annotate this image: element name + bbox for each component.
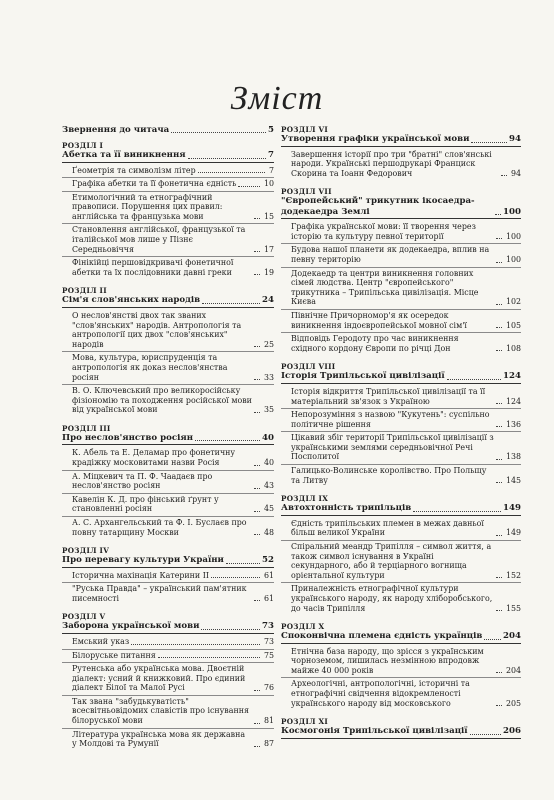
dot-leader [198, 172, 265, 173]
entry-page: 124 [505, 396, 521, 406]
entry-text: Північне Причорномор'я як осередок виникнення індоєвропейської мовної сім'ї [291, 311, 467, 330]
dot-leader [496, 327, 502, 328]
entry-page: 40 [262, 432, 274, 443]
dot-leader [254, 274, 260, 275]
toc-item[interactable] [281, 310, 521, 333]
section-label: РОЗДІЛ VI [281, 125, 329, 134]
entry-text: Автохтонність трипільців [281, 503, 412, 514]
dot-leader [496, 535, 502, 536]
entry-text: Непорозуміння з назвою "Кукутень": суспільно політичне рішення [291, 410, 490, 429]
entry-text: Фінікійці першовідкривачі фонетичної абетки та їх послідовники давні греки [72, 258, 234, 277]
entry-text: Відповідь Геродоту про час виникнення східного кордону Європи по річці Дон [291, 334, 459, 353]
toc-item[interactable] [62, 385, 274, 417]
entry-text: Будова нашої планети як додекаедра, вплив на певну територію [291, 245, 490, 265]
dot-leader [171, 132, 266, 133]
entry-page: 94 [509, 134, 521, 144]
dot-leader [447, 379, 501, 380]
toc-item[interactable] [62, 192, 274, 225]
toc-item[interactable] [281, 465, 521, 487]
dot-leader [496, 705, 502, 706]
toc-section [62, 286, 274, 416]
toc-item[interactable] [281, 678, 521, 710]
entry-page: 35 [263, 405, 274, 415]
dot-leader [254, 379, 260, 380]
section-title[interactable] [281, 134, 521, 147]
section-title[interactable] [62, 433, 274, 446]
entry-text: А. С. Архангельський та Ф. І. Буслаєв про повну татарщину Москви [72, 517, 247, 537]
dot-leader [254, 511, 260, 512]
toc-item[interactable] [62, 636, 274, 650]
toc-section [62, 424, 274, 539]
entry-text: К. Абель та Е. Деламар про фонетичну крадіжку московитами назви Росія [72, 448, 236, 467]
toc-item[interactable] [281, 409, 521, 432]
dot-leader [254, 488, 260, 489]
entry-text: Ґеометрія та символізм літер [72, 165, 196, 175]
toc-section [62, 612, 274, 750]
dot-leader [496, 262, 502, 263]
toc-item[interactable] [62, 570, 274, 584]
entry-text: Графіка української мови: її творення через історію та культуру певної території [291, 222, 476, 241]
toc-item[interactable] [62, 310, 274, 352]
dot-leader [158, 657, 260, 658]
toc-item[interactable] [281, 221, 521, 244]
section-label: РОЗДІЛ IV [62, 546, 110, 556]
toc-section [62, 141, 274, 279]
toc-entry-foreword[interactable] [62, 125, 274, 135]
section-title[interactable] [62, 295, 274, 308]
entry-page: 105 [505, 320, 521, 330]
section-title[interactable] [62, 621, 274, 634]
entry-page: 100 [505, 231, 521, 241]
entry-page: 10 [263, 179, 274, 189]
dot-leader [254, 218, 260, 219]
dot-leader [254, 746, 260, 747]
entry-text: О неслов'янстві двох так званих "слов'янських" народів. Антропологія та антропології цих двох "слов'янських" народів [72, 310, 242, 349]
dot-leader [495, 214, 501, 215]
toc-item[interactable] [62, 696, 274, 729]
toc-section [281, 362, 521, 487]
entry-text: Завершення історії про три "братні" слов'янські народи. Українські першодрукарі Франциск Скорина та Іоанн Федорович [291, 149, 492, 178]
dot-leader [254, 690, 260, 691]
dot-leader [413, 511, 501, 512]
entry-text: "Руська Правда" – український пам'ятник писемності [72, 584, 247, 603]
toc-section [281, 717, 521, 739]
entry-text: Абетка та її виникнення [62, 150, 186, 160]
entry-text: Археологічні, антропологічні, історичні та етнографічні свідчення відокремленості українського народу від московського [291, 679, 470, 708]
entry-text: А. Міцкевич та П. Ф. Чаадаєв про неслов'янство росіян [72, 471, 213, 491]
section-label: РОЗДІЛ VII [281, 187, 332, 197]
toc-item[interactable] [62, 583, 274, 605]
toc-item[interactable] [281, 646, 521, 679]
toc-section [62, 546, 274, 605]
section-title[interactable] [281, 503, 521, 516]
dot-leader [496, 304, 502, 305]
toc-item[interactable] [62, 650, 274, 664]
toc-section [281, 622, 521, 710]
entry-page: 43 [263, 481, 274, 491]
entry-page: 94 [510, 168, 521, 178]
toc-column-left [62, 125, 274, 758]
entry-page: 81 [263, 716, 274, 726]
entry-text: Графіка абетки та її фонетична єдність [72, 179, 237, 189]
dot-leader [254, 346, 260, 347]
entry-text: Історія Трипільської цивілізації [281, 371, 445, 382]
toc-section [281, 494, 521, 615]
section-label: РОЗДІЛ VIII [281, 362, 336, 372]
entry-text: Приналежність етнографічної культури українського народу, як народу хліборобського, до часів Трипілля [291, 584, 493, 613]
page-title: Зміст [230, 80, 324, 117]
toc-item[interactable] [281, 583, 521, 615]
entry-text: Мова, культура, юриспруденція та антропологія як доказ неслов'янства росіян [72, 353, 228, 382]
entry-page: 45 [263, 504, 274, 514]
entry-text: Додекаедр та центри виникнення головних сімей людства. Центр "європейського" трикутника – Трипільська цивілізація. Місце Києва [291, 268, 479, 307]
entry-page: 61 [263, 593, 274, 603]
toc-item[interactable] [62, 447, 274, 470]
toc-item[interactable] [62, 165, 274, 179]
entry-page: 206 [503, 726, 521, 737]
toc-item[interactable] [62, 471, 274, 494]
entry-text: В. О. Ключевський про великоросійську фізіономію та походження російської мови від української мови [72, 386, 252, 415]
entry-text: Про неслов'янство росіян [62, 432, 194, 443]
dot-leader [254, 600, 260, 601]
section-label: РОЗДІЛ X [281, 622, 325, 632]
dot-leader [131, 644, 260, 645]
entry-text: "Європейський" трикутник ікосаедра-додекаедра Землі [281, 196, 475, 217]
entry-page: 33 [263, 372, 274, 382]
dot-leader [238, 186, 259, 187]
section-label: РОЗДІЛ IX [281, 494, 329, 504]
entry-text: Єдність трипільських племен в межах давньої більш великої України [291, 518, 484, 538]
entry-text: Білоруське питання [72, 650, 156, 660]
dot-leader [470, 734, 501, 735]
toc-section [281, 187, 521, 355]
dot-leader [211, 577, 260, 578]
section-title[interactable] [281, 631, 521, 644]
entry-page: 100 [503, 206, 521, 217]
entry-page: 40 [263, 457, 274, 467]
entry-page: 7 [268, 150, 274, 160]
entry-text: Етимологічний та етнографічний правописи. Порушення цих правил: англійська та французька мови [72, 192, 223, 221]
entry-text: Емський указ [72, 636, 130, 646]
entry-page: 204 [505, 665, 521, 675]
dot-leader [496, 482, 502, 483]
entry-page: 75 [263, 650, 274, 660]
dot-leader [471, 142, 507, 143]
entry-page: 61 [263, 570, 274, 580]
entry-text: Історична махінація Катерини II [72, 570, 209, 580]
entry-page: 138 [505, 452, 521, 462]
entry-page: 102 [505, 297, 521, 307]
entry-page: 152 [505, 570, 521, 580]
entry-text: Космогонія Трипільської цивілізації [281, 726, 468, 737]
toc-item[interactable] [62, 729, 274, 751]
section-label: РОЗДІЛ І [62, 141, 104, 150]
section-label: РОЗДІЛ ІІІ [62, 423, 111, 433]
entry-page: 15 [263, 211, 274, 221]
entry-text: Історія відкриття Трипільської цивілізації та її матеріальний зв'язок з Україною [291, 386, 486, 406]
toc-item[interactable] [62, 178, 274, 192]
section-label: РОЗДІЛ XI [281, 717, 329, 727]
entry-page: 108 [505, 343, 521, 353]
entry-page: 87 [263, 739, 274, 749]
entry-page: 204 [503, 631, 521, 642]
right-sections [281, 125, 521, 739]
toc-item[interactable] [62, 224, 274, 257]
entry-text: Кавелін К. Д. про фінський ґрунт у становленні росіян [72, 494, 219, 514]
entry-text: Про перевагу культури України [62, 555, 224, 566]
entry-page: 19 [263, 267, 274, 277]
entry-page: 73 [262, 621, 274, 632]
entry-text: Література українська мова як державна у Молдові та Румунії [72, 729, 246, 749]
dot-leader [496, 238, 502, 239]
dot-leader [484, 639, 501, 640]
toc-column-right [281, 125, 521, 746]
entry-page: 73 [263, 636, 274, 646]
entry-text: Утворення графіки української мови [281, 134, 470, 144]
dot-leader [195, 440, 260, 441]
dot-leader [496, 577, 502, 578]
dot-leader [496, 610, 502, 611]
section-label: РОЗДІЛ ІІ [62, 286, 107, 296]
entry-page: 17 [263, 244, 274, 254]
entry-page: 149 [505, 528, 521, 538]
dot-leader [254, 412, 260, 413]
dot-leader [496, 426, 502, 427]
dot-leader [496, 672, 502, 673]
toc-item[interactable] [281, 149, 521, 181]
toc-item[interactable] [281, 432, 521, 465]
entry-text: Етнічна база народу, що зрісся з українським чорноземом, лишилась незмінною впродовж майже 40 000 років [291, 646, 484, 675]
dot-leader [201, 629, 260, 630]
dot-leader [496, 459, 502, 460]
entry-text: Сім'я слов'янських народів [62, 295, 201, 306]
entry-page: 76 [263, 683, 274, 693]
left-sections [62, 141, 274, 751]
section-title[interactable] [281, 371, 521, 384]
entry-page: 124 [503, 371, 521, 382]
entry-text: Рутенська або українська мова. Двоєтній діалект: усний й книжковий. Про єдиний діалект Білої та Малої Русі [72, 664, 246, 693]
entry-text: Становлення англійської, французької та італійської мов лише у Пізнє Середньовіччя [72, 225, 246, 254]
dot-leader [226, 563, 260, 564]
dot-leader [254, 251, 260, 252]
entry-page: 48 [263, 527, 274, 537]
toc-item[interactable] [62, 663, 274, 696]
toc-item[interactable] [281, 386, 521, 409]
entry-page: 5 [268, 125, 274, 135]
dot-leader [188, 158, 266, 159]
entry-page: 149 [503, 503, 521, 514]
dot-leader [501, 175, 507, 176]
entry-text: Звернення до читача [62, 125, 170, 135]
entry-page: 136 [505, 419, 521, 429]
entry-page: 155 [505, 603, 521, 613]
entry-text: Споконвічна племена єдність українців [281, 631, 483, 642]
dot-leader [254, 534, 260, 535]
section-title[interactable] [62, 555, 274, 568]
entry-page: 24 [262, 295, 274, 306]
section-title[interactable] [281, 726, 521, 739]
entry-page: 7 [268, 165, 274, 175]
toc-item[interactable] [62, 352, 274, 385]
entry-page: 205 [505, 698, 521, 708]
toc-item[interactable] [281, 541, 521, 583]
section-title[interactable] [62, 150, 274, 163]
entry-page: 145 [505, 475, 521, 485]
toc-item[interactable] [281, 268, 521, 310]
entry-page: 25 [263, 339, 274, 349]
dot-leader [202, 303, 260, 304]
toc-item[interactable] [62, 257, 274, 279]
entry-page: 52 [262, 555, 274, 566]
entry-text: Так звана "забудькуватість" всесвітньовідомих славістів про існування білоруської мови [72, 696, 249, 726]
toc-item[interactable] [281, 518, 521, 541]
entry-text: Заборона української мови [62, 621, 200, 632]
dot-leader [496, 403, 502, 404]
toc-item[interactable] [281, 333, 521, 355]
entry-text: Цікавий збіг території Трипільської цивілізації з українськими землями середньовічної Речі Посполитої [291, 433, 494, 462]
entry-text: Галицько-Волинське королівство. Про Польщу та Литву [291, 466, 487, 485]
dot-leader [254, 723, 260, 724]
toc-item[interactable] [62, 494, 274, 517]
section-label: РОЗДІЛ V [62, 612, 106, 622]
toc-item[interactable] [62, 517, 274, 539]
toc-item[interactable] [281, 244, 521, 267]
dot-leader [254, 465, 260, 466]
entry-page: 100 [505, 255, 521, 265]
entry-text: Спіральний меандр Трипілля – символ життя, а також символ існування в Україні секундарного, або й терціарного вогнища орієнтальної культури [291, 541, 492, 580]
section-title[interactable] [281, 196, 521, 219]
dot-leader [496, 350, 502, 351]
toc-section [281, 125, 521, 180]
